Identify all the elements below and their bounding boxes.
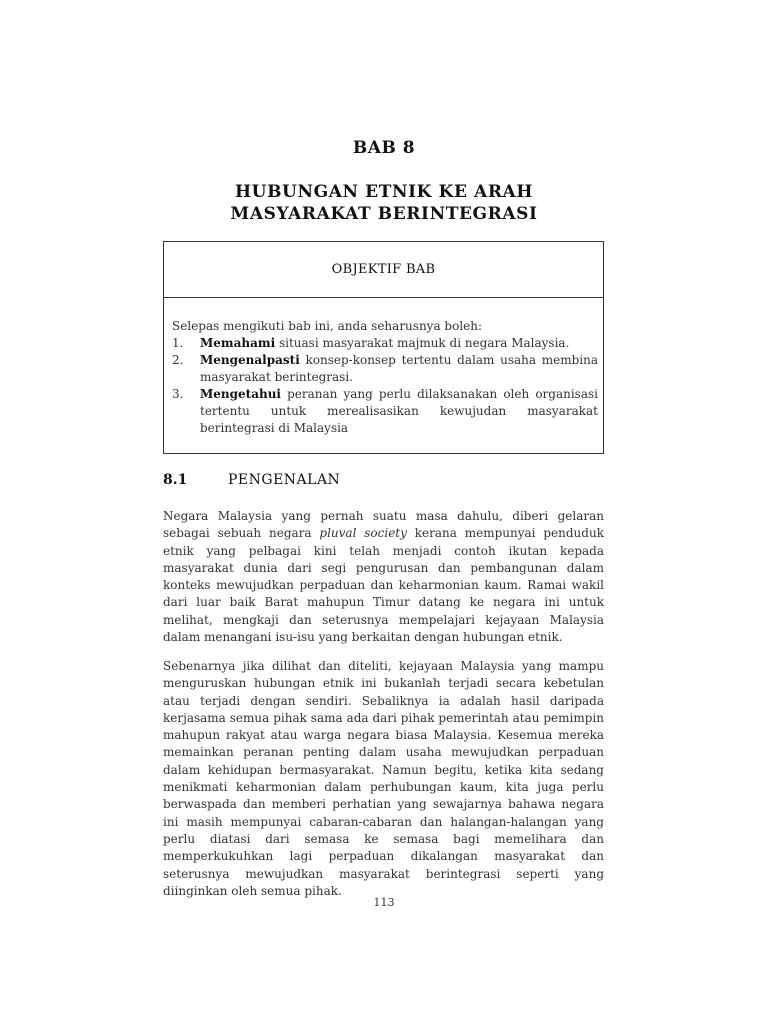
page-number: 113 bbox=[373, 896, 395, 909]
objectives-heading: OBJEKTIF BAB bbox=[164, 242, 603, 298]
objective-item-3 bbox=[172, 386, 598, 437]
chapter-title-line2: MASYARAKAT BERINTEGRASI bbox=[230, 204, 538, 224]
italic-term: pluval society bbox=[319, 526, 407, 541]
objective-keyword: Mengetahui bbox=[200, 387, 281, 401]
paragraph-intro bbox=[163, 508, 604, 646]
objectives-box bbox=[163, 241, 604, 454]
objective-item-1 bbox=[172, 335, 598, 352]
paragraph-text: Negara Malaysia yang pernah suatu masa dahulu, diberi gelaran sebagai sebuah negara bbox=[163, 509, 604, 541]
objective-keyword: Memahami bbox=[200, 336, 276, 350]
section-heading bbox=[163, 472, 340, 488]
paragraph-text: kerana mempunyai penduduk etnik yang pelbagai kini telah menjadi contoh ikutan kepada masyarakat dunia dari segi pengurusan dan pembangunan dalam konteks mewujudkan perpaduan dan keharmonian kaum. Ramai wakil dari luar baik Barat mahupun Timur datang ke negara ini untuk melihat, mengkaji dan seterusnya mempelajari kejayaan Malaysia dalam menangani isu-isu yang berkaitan dengan hubungan etnik. bbox=[163, 526, 604, 645]
objective-number: 2. bbox=[172, 353, 184, 367]
objective-text bbox=[200, 352, 598, 386]
objective-description: konsep-konsep tertentu dalam usaha membina masyarakat berintegrasi. bbox=[200, 353, 598, 384]
objective-description: situasi masyarakat majmuk di negara Malaysia. bbox=[275, 336, 570, 350]
objective-description: peranan yang perlu dilaksanakan oleh organisasi tertentu untuk merealisasikan kewujudan masyarakat berintegrasi di Malaysia bbox=[200, 387, 598, 435]
objective-item-2 bbox=[172, 352, 598, 386]
objective-number: 3. bbox=[172, 387, 184, 401]
section-title: PENGENALAN bbox=[228, 472, 341, 488]
section-number: 8.1 bbox=[163, 472, 188, 488]
objectives-body bbox=[172, 318, 598, 437]
objective-text bbox=[200, 335, 598, 352]
objective-keyword: Mengenalpasti bbox=[200, 353, 300, 367]
objective-text bbox=[200, 386, 598, 437]
objectives-intro: Selepas mengikuti bab ini, anda seharusnya boleh: bbox=[172, 319, 483, 333]
paragraph-body: Sebenarnya jika dilihat dan diteliti, kejayaan Malaysia yang mampu menguruskan hubungan etnik ini bukanlah terjadi secara kebetulan atau terjadi dengan sendiri. Sebaliknya ia adalah hasil daripada kerjasama semua pihak sama ada dari pihak pemerintah atau pemimpin mahupun rakyat atau warga negara biasa Malaysia. Kesemua mereka memainkan peranan penting dalam usaha mewujudkan perpaduan dalam kehidupan bermasyarakat. Namun begitu, ketika kita sedang menikmati keharmonian dalam perhubungan kaum, kita juga perlu berwaspada dan memberi perhatian yang sewajarnya bahawa negara ini masih mempunyai cabaran-cabaran dan halangan-halangan yang perlu diatasi dari semasa ke semasa bagi memelihara dan memperkukuhkan lagi perpaduan dikalangan masyarakat dan seterusnya mewujudkan masyarakat berintegrasi seperti yang diinginkan oleh semua pihak. bbox=[163, 659, 604, 898]
chapter-title-line1: HUBUNGAN ETNIK KE ARAH bbox=[235, 182, 533, 202]
objective-number: 1. bbox=[172, 336, 184, 350]
chapter-number: BAB 8 bbox=[352, 138, 416, 158]
